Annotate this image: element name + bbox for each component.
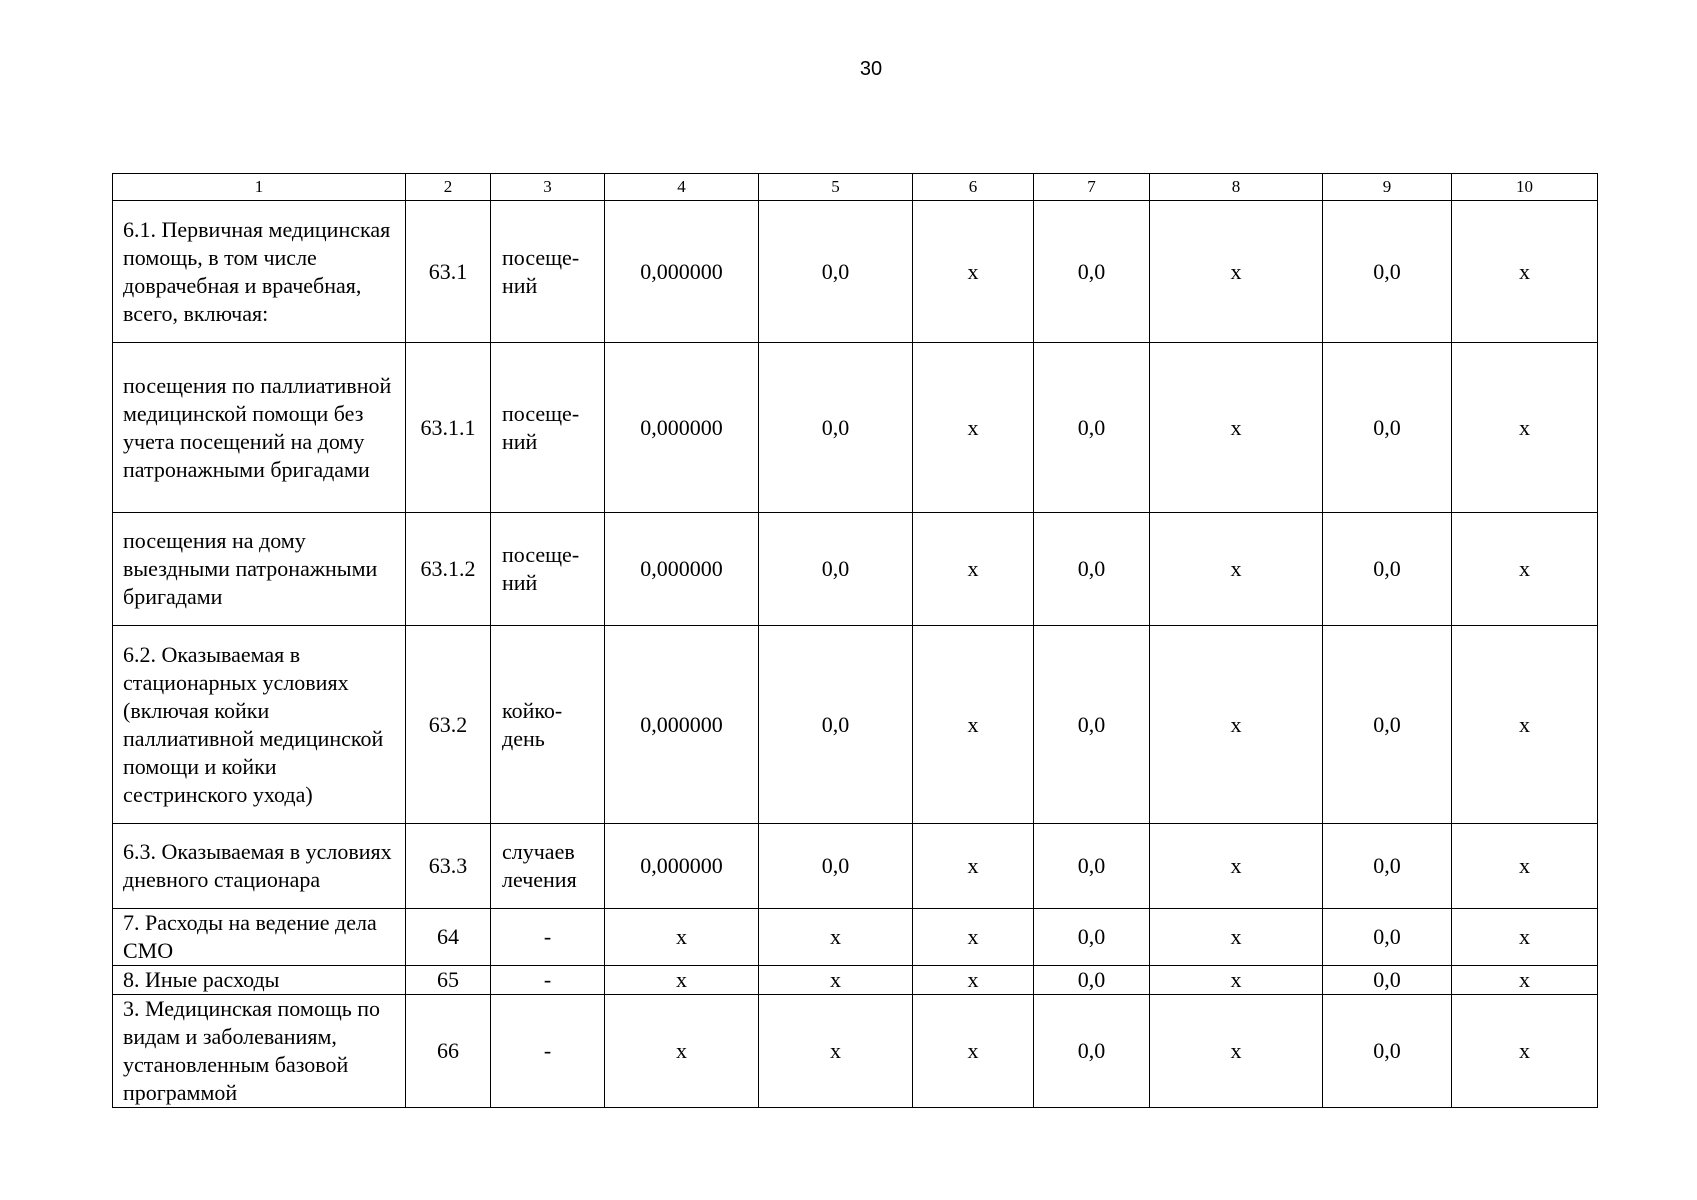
table-cell: х: [1150, 343, 1323, 513]
table-cell: х: [913, 513, 1034, 626]
table-cell: х: [1452, 626, 1598, 824]
row-code-cell: 63.2: [406, 626, 491, 824]
table-cell: 0,0: [759, 824, 913, 909]
row-unit-cell: -: [491, 995, 605, 1108]
table-cell: х: [913, 626, 1034, 824]
table-cell: 0,0: [759, 201, 913, 343]
table-cell: х: [913, 909, 1034, 966]
header-cell: 5: [759, 174, 913, 201]
header-cell: 9: [1323, 174, 1452, 201]
table-row: [113, 824, 1598, 909]
table-cell: х: [1452, 201, 1598, 343]
header-cell: 3: [491, 174, 605, 201]
table-cell: 0,0: [1323, 824, 1452, 909]
table-cell: х: [605, 909, 759, 966]
row-unit-cell: -: [491, 966, 605, 995]
table-cell: х: [1452, 909, 1598, 966]
table-cell: х: [913, 824, 1034, 909]
table-cell: х: [1452, 343, 1598, 513]
table-cell: 0,0: [1034, 626, 1150, 824]
table-cell: х: [1150, 626, 1323, 824]
table-row: [113, 201, 1598, 343]
table-row: [113, 909, 1598, 966]
table-cell: 0,0: [1034, 995, 1150, 1108]
table-cell: х: [1150, 995, 1323, 1108]
table-cell: х: [913, 995, 1034, 1108]
row-name-cell: 6.3. Оказываемая в условиях дневного стационара: [113, 824, 406, 909]
table-cell: 0,0: [1323, 966, 1452, 995]
table-cell: х: [1150, 966, 1323, 995]
table-cell: х: [605, 995, 759, 1108]
table-cell: 0,0: [1034, 343, 1150, 513]
table-cell: 0,000000: [605, 201, 759, 343]
row-unit-cell: посеще-ний: [491, 513, 605, 626]
table-row: [113, 995, 1598, 1108]
row-code-cell: 63.1: [406, 201, 491, 343]
row-unit-cell: случаев лечения: [491, 824, 605, 909]
table-cell: 0,0: [1323, 513, 1452, 626]
row-name-cell: 3. Медицинская помощь по видам и заболеваниям, установленным базовой программой: [113, 995, 406, 1108]
page-number: 30: [859, 58, 883, 80]
table-cell: 0,0: [759, 513, 913, 626]
table-cell: х: [913, 343, 1034, 513]
table-cell: 0,000000: [605, 513, 759, 626]
table-row: [113, 626, 1598, 824]
table-cell: 0,0: [1323, 201, 1452, 343]
table-cell: 0,0: [1323, 995, 1452, 1108]
table-cell: 0,0: [1323, 626, 1452, 824]
table-cell: х: [1150, 201, 1323, 343]
table-cell: 0,0: [1323, 343, 1452, 513]
row-name-cell: посещения по паллиативной медицинской помощи без учета посещений на дому патронажными бригадами: [113, 343, 406, 513]
row-code-cell: 63.1.1: [406, 343, 491, 513]
table-cell: 0,0: [1034, 966, 1150, 995]
row-name-cell: 6.2. Оказываемая в стационарных условиях (включая койки паллиативной медицинской помощи и койки сестринского ухода): [113, 626, 406, 824]
table-header-row: [113, 174, 1598, 201]
header-cell: 2: [406, 174, 491, 201]
row-unit-cell: посеще-ний: [491, 201, 605, 343]
table-cell: 0,000000: [605, 343, 759, 513]
header-cell: 10: [1452, 174, 1598, 201]
table-row: [113, 513, 1598, 626]
row-unit-cell: посеще-ний: [491, 343, 605, 513]
table-cell: х: [1452, 966, 1598, 995]
table-cell: 0,0: [759, 343, 913, 513]
table-cell: 0,0: [1034, 201, 1150, 343]
row-unit-cell: койко-день: [491, 626, 605, 824]
table-cell: х: [759, 995, 913, 1108]
row-name-cell: посещения на дому выездными патронажными бригадами: [113, 513, 406, 626]
table-cell: 0,0: [1034, 909, 1150, 966]
table-cell: 0,0: [1034, 513, 1150, 626]
table-cell: 0,0: [759, 626, 913, 824]
table-cell: 0,000000: [605, 626, 759, 824]
data-table: [112, 173, 1598, 1108]
table-cell: х: [605, 966, 759, 995]
row-name-cell: 6.1. Первичная медицинская помощь, в том числе доврачебная и врачебная, всего, включая:: [113, 201, 406, 343]
row-code-cell: 66: [406, 995, 491, 1108]
row-code-cell: 63.1.2: [406, 513, 491, 626]
header-cell: 8: [1150, 174, 1323, 201]
table-row: [113, 966, 1598, 995]
table-cell: х: [1452, 995, 1598, 1108]
table-cell: х: [1452, 824, 1598, 909]
table-cell: х: [759, 966, 913, 995]
table-row: [113, 343, 1598, 513]
header-cell: 1: [113, 174, 406, 201]
row-unit-cell: -: [491, 909, 605, 966]
table-cell: х: [1150, 909, 1323, 966]
row-name-cell: 8. Иные расходы: [113, 966, 406, 995]
table-cell: х: [1452, 513, 1598, 626]
table-cell: х: [759, 909, 913, 966]
table-cell: х: [1150, 513, 1323, 626]
table-cell: х: [913, 966, 1034, 995]
table-cell: х: [1150, 824, 1323, 909]
table-cell: 0,0: [1034, 824, 1150, 909]
row-code-cell: 63.3: [406, 824, 491, 909]
row-code-cell: 65: [406, 966, 491, 995]
row-code-cell: 64: [406, 909, 491, 966]
table-cell: х: [913, 201, 1034, 343]
table-cell: 0,000000: [605, 824, 759, 909]
header-cell: 6: [913, 174, 1034, 201]
row-name-cell: 7. Расходы на ведение дела СМО: [113, 909, 406, 966]
header-cell: 4: [605, 174, 759, 201]
table-cell: 0,0: [1323, 909, 1452, 966]
header-cell: 7: [1034, 174, 1150, 201]
